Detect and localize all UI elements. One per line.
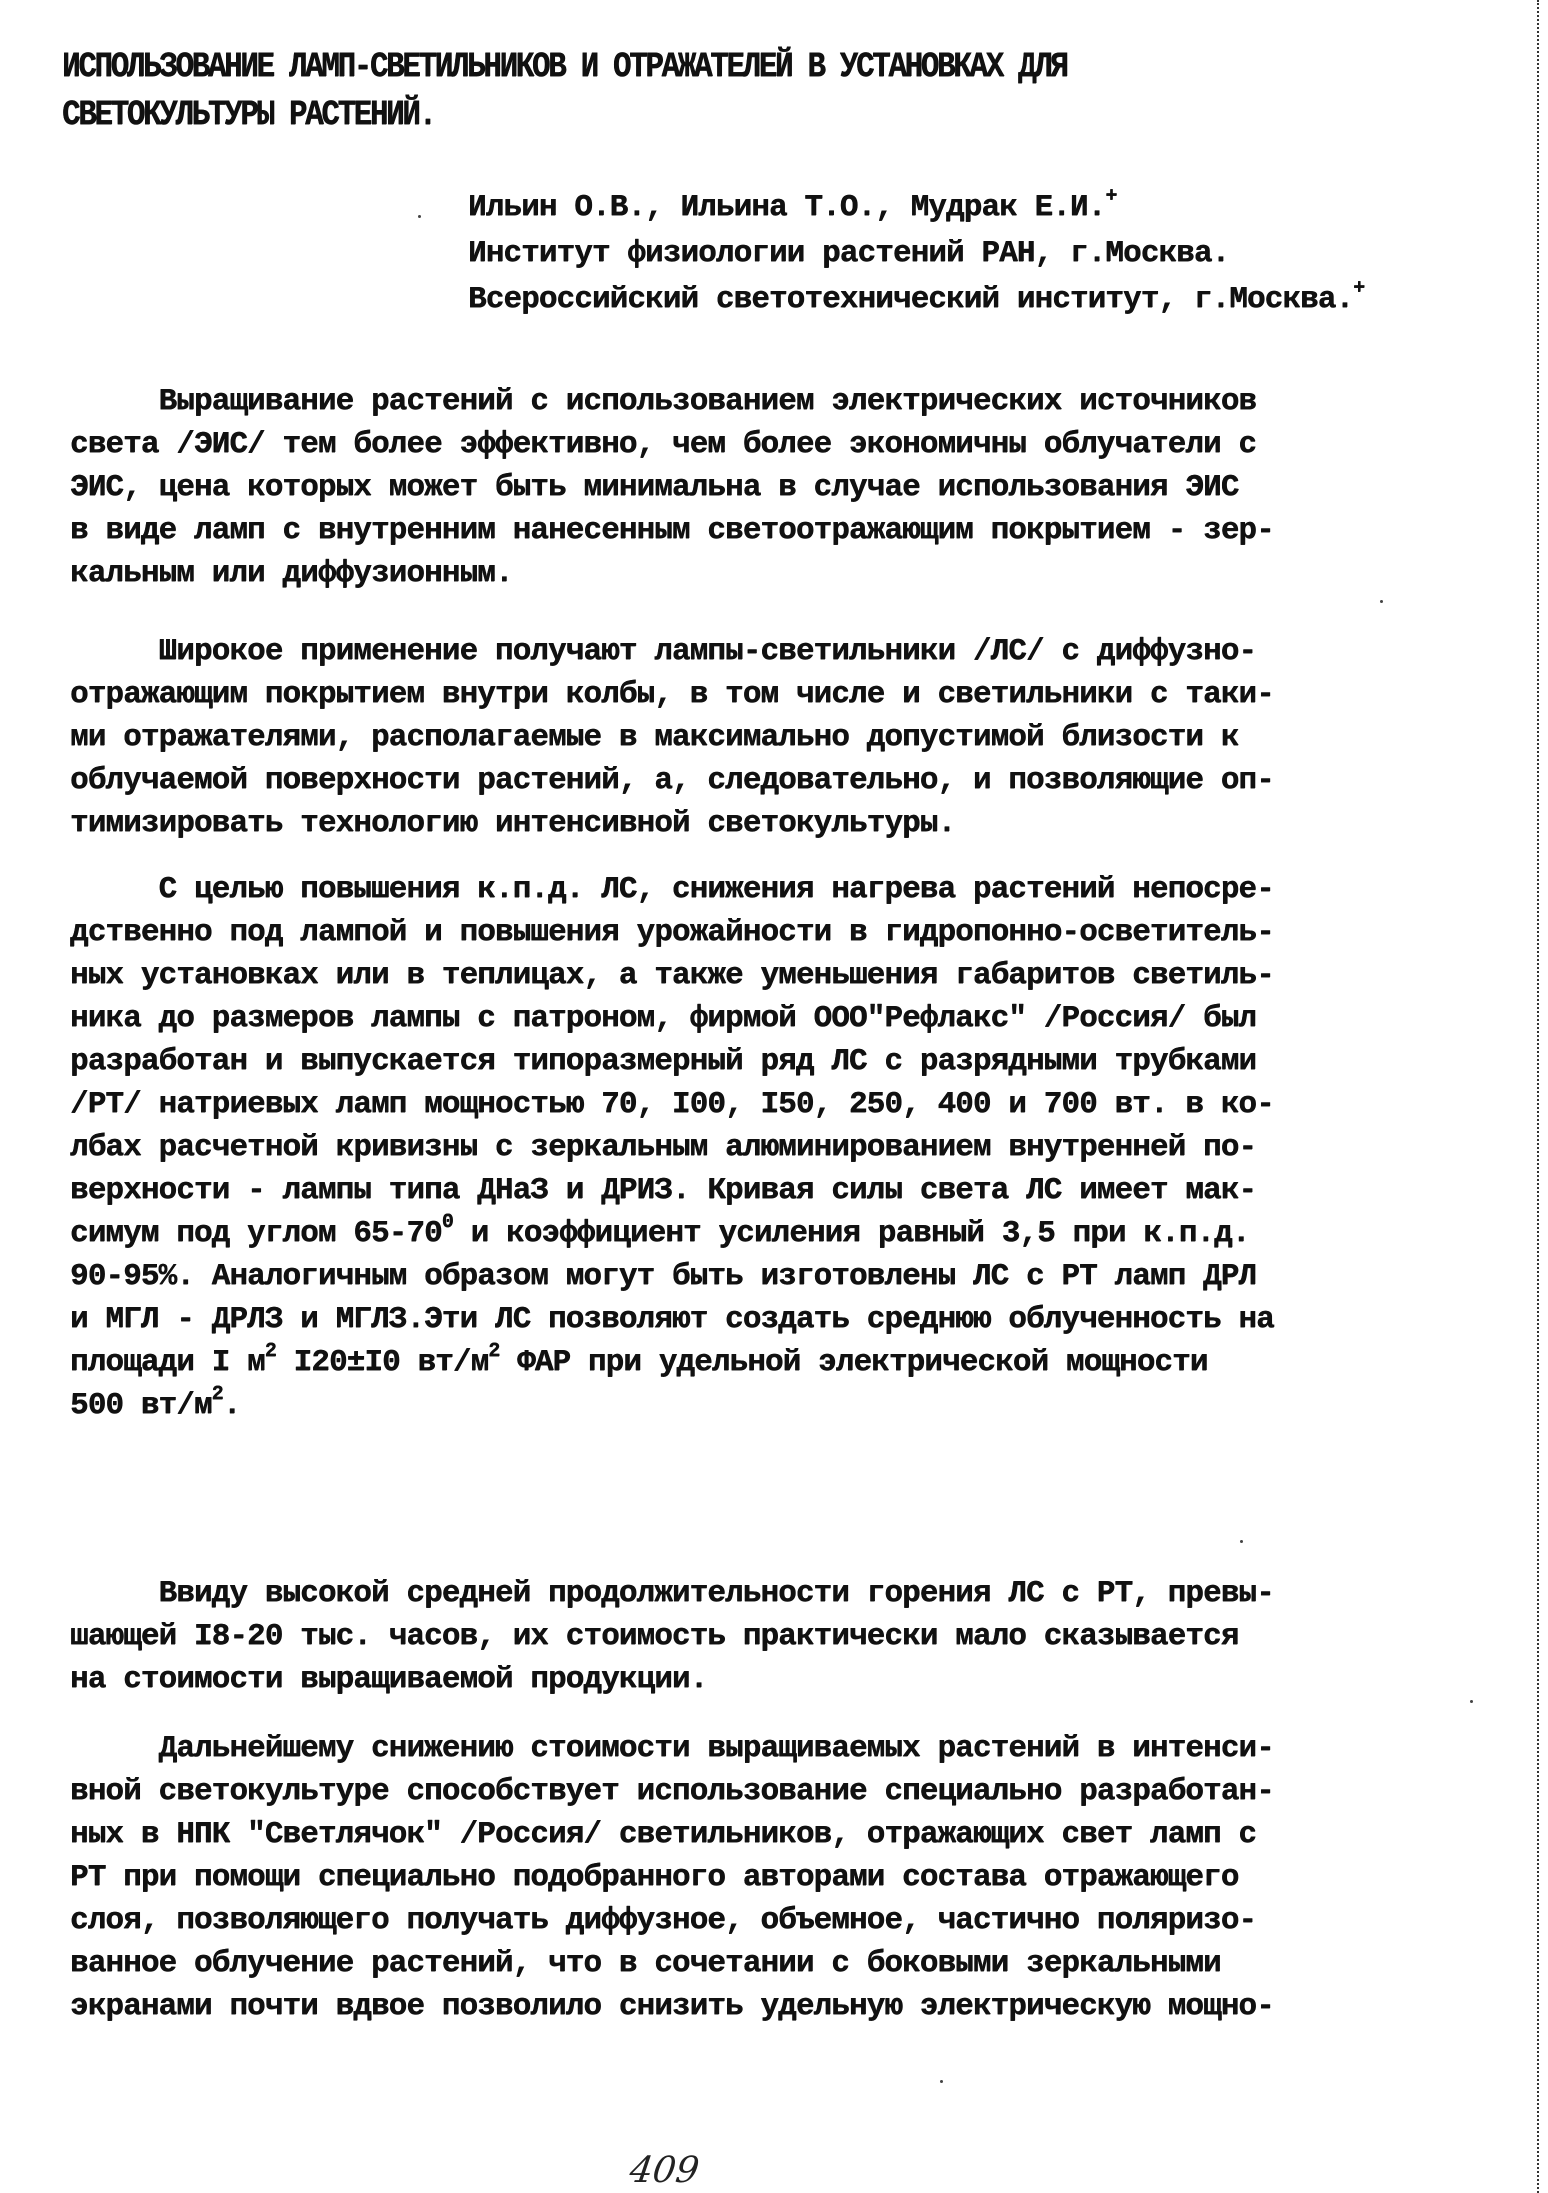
text-line — [70, 1211, 1250, 1252]
affiliation-1: Институт физиологии растений РАН, г.Москва. — [468, 236, 1230, 271]
text-line: ми отражателями, располагаемые в максимально допустимой близости к — [70, 720, 1239, 755]
text-run: симум под углом 65-70 — [70, 1216, 442, 1251]
text-line: РТ при помощи специально подобранного авторами состава отражающего — [70, 1860, 1239, 1895]
square-superscript: 2 — [264, 1340, 276, 1363]
scan-speck — [418, 215, 421, 218]
text-line: Ввиду высокой средней продолжительности горения ЛС с РТ, превы- — [70, 1576, 1274, 1611]
text-line: /РТ/ натриевых ламп мощностью 70, I00, I50, 250, 400 и 700 вт. в ко- — [70, 1087, 1274, 1122]
text-line: ных в НПК "Светлячок" /Россия/ светильников, отражающих свет ламп с — [70, 1817, 1257, 1852]
text-line: ника до размеров лампы с патроном, фирмой ООО"Рефлакс" /Россия/ был — [70, 1001, 1257, 1036]
page-number: 409 — [627, 2150, 702, 2191]
text-line: в виде ламп с внутренним нанесенным светоотражающим покрытием - зер- — [70, 513, 1274, 548]
text-line: вной светокультуре способствует использование специально разработан- — [70, 1774, 1274, 1809]
author-names — [468, 185, 1117, 226]
text-line: ных установках или в теплицах, а также уменьшения габаритов светиль- — [70, 958, 1274, 993]
text-line: дственно под лампой и повышения урожайности в гидропонно-осветитель- — [70, 915, 1274, 950]
text-line: экранами почти вдвое позволило снизить удельную электрическую мощно- — [70, 1989, 1274, 2024]
text-line — [70, 1383, 241, 1424]
degree-superscript: 0 — [441, 1211, 453, 1234]
text-line: Широкое применение получают лампы-светильники /ЛС/ с диффузно- — [70, 634, 1257, 669]
text-line: шающей I8-20 тыс. часов, их стоимость практически мало сказывается — [70, 1619, 1239, 1654]
text-line: Выращивание растений с использованием электрических источников — [70, 384, 1257, 419]
text-run: . — [222, 1388, 241, 1423]
affiliation-2-text: Всероссийский светотехнический институт, г.Москва. — [468, 282, 1354, 317]
text-line: на стоимости выращиваемой продукции. — [70, 1662, 708, 1697]
text-line: Дальнейшему снижению стоимости выращиваемых растений в интенси- — [70, 1731, 1274, 1766]
title-line-2: СВЕТОКУЛЬТУРЫ РАСТЕНИЙ. — [62, 95, 435, 136]
scan-speck — [1240, 1540, 1243, 1543]
text-run: 500 вт/м — [70, 1388, 212, 1423]
text-line: тимизировать технологию интенсивной светокультуры. — [70, 806, 956, 841]
author-footnote-mark: + — [1105, 185, 1117, 208]
text-line: облучаемой поверхности растений, а, следовательно, и позволяющие оп- — [70, 763, 1274, 798]
text-line — [70, 1340, 1208, 1381]
affiliation-footnote-mark: + — [1353, 277, 1365, 300]
text-run: ФАР при удельной электрической мощности — [499, 1345, 1208, 1380]
text-run: и коэффициент усиления равный 3,5 при к.п.д. — [452, 1216, 1250, 1251]
text-line: 90-95%. Аналогичным образом могут быть изготовлены ЛС с РТ ламп ДРЛ — [70, 1259, 1257, 1294]
text-line: и МГЛ - ДРЛЗ и МГЛЗ.Эти ЛС позволяют создать среднюю облученность на — [70, 1302, 1274, 1337]
text-line: слоя, позволяющего получать диффузное, объемное, частично поляризо- — [70, 1903, 1257, 1938]
text-line: отражающим покрытием внутри колбы, в том числе и светильники с таки- — [70, 677, 1274, 712]
text-run: I20±I0 вт/м — [275, 1345, 489, 1380]
text-line: С целью повышения к.п.д. ЛС, снижения нагрева растений непосре- — [70, 872, 1274, 907]
page-edge-rule — [1537, 0, 1539, 2193]
affiliation-2 — [468, 277, 1365, 318]
text-line: верхности - лампы типа ДНаЗ и ДРИЗ. Кривая силы света ЛС имеет мак- — [70, 1173, 1257, 1208]
scan-speck — [1470, 1700, 1473, 1703]
author-names-text: Ильин О.В., Ильина Т.О., Мудрак Е.И. — [468, 190, 1106, 225]
text-line: света /ЭИС/ тем более эффективно, чем более экономичны облучатели с — [70, 427, 1257, 462]
text-line: разработан и выпускается типоразмерный ряд ЛС с разрядными трубками — [70, 1044, 1257, 1079]
square-superscript: 2 — [488, 1340, 500, 1363]
square-superscript: 2 — [211, 1383, 223, 1406]
scan-speck — [940, 2080, 943, 2083]
text-line: ЭИС, цена которых может быть минимальна в случае использования ЭИС — [70, 470, 1239, 505]
text-run: площади I м — [70, 1345, 265, 1380]
text-line: кальным или диффузионным. — [70, 556, 513, 591]
title-line-1: ИСПОЛЬЗОВАНИЕ ЛАМП-СВЕТИЛЬНИКОВ И ОТРАЖАТЕЛЕЙ В УСТАНОВКАХ ДЛЯ — [62, 47, 1067, 88]
scan-speck — [1380, 600, 1383, 603]
text-line: лбах расчетной кривизны с зеркальным алюминированием внутренней по- — [70, 1130, 1257, 1165]
text-line: ванное облучение растений, что в сочетании с боковыми зеркальными — [70, 1946, 1221, 1981]
